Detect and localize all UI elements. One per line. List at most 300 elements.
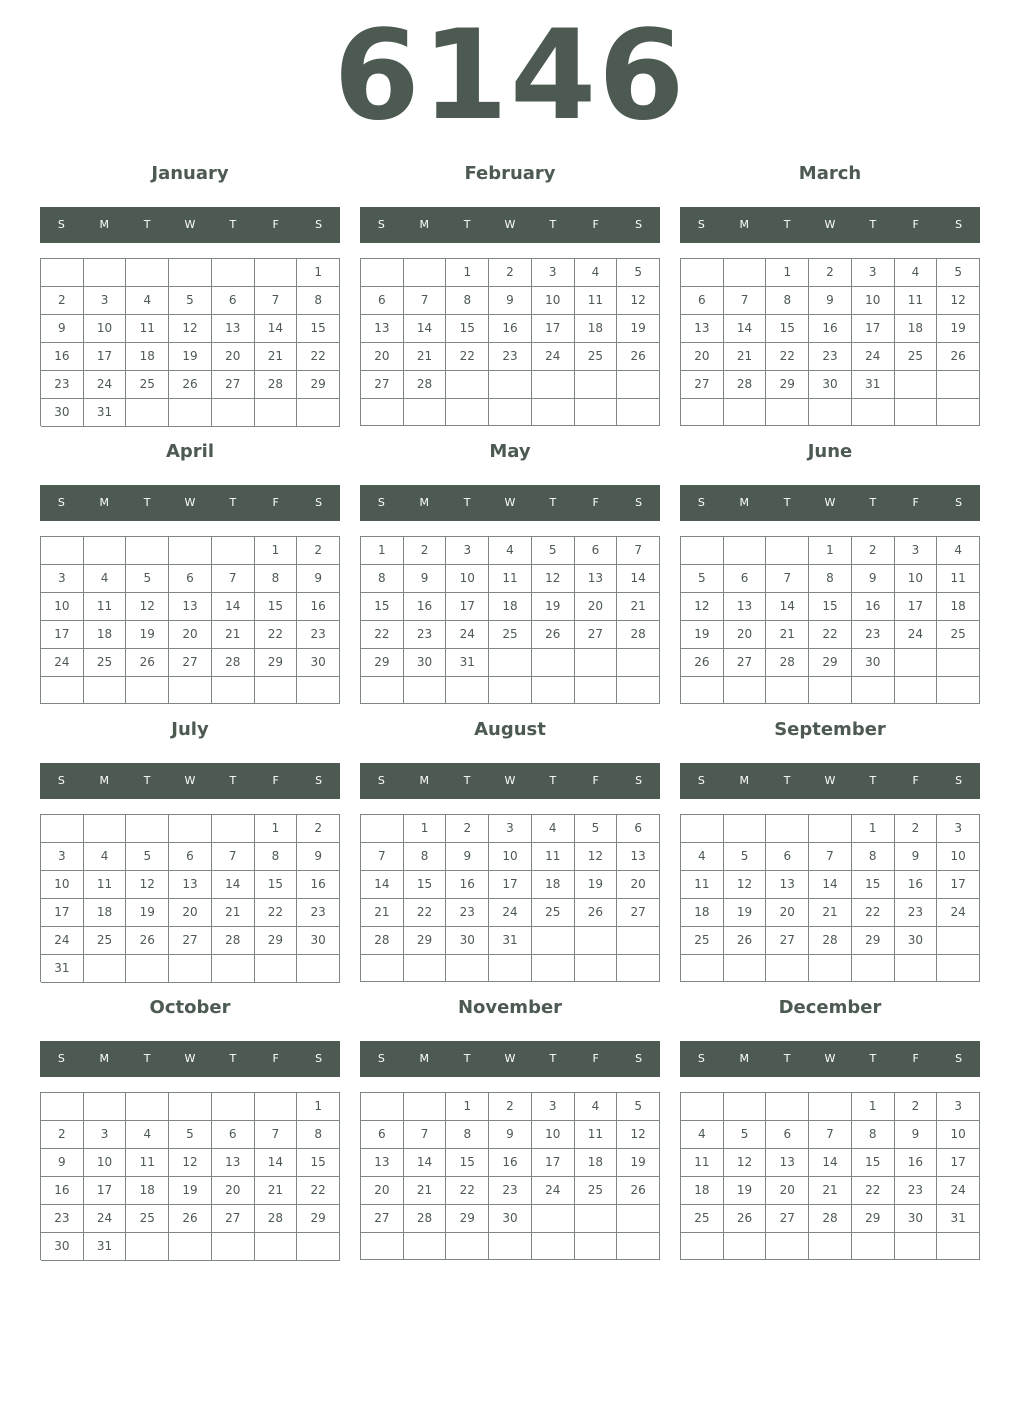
day-cell: 19 bbox=[126, 899, 169, 927]
day-cell: 13 bbox=[169, 871, 212, 899]
day-cell: 20 bbox=[681, 343, 724, 371]
day-cell: 21 bbox=[809, 899, 852, 927]
day-cell: 27 bbox=[766, 927, 809, 955]
weekday-header bbox=[360, 485, 660, 521]
day-cell: 15 bbox=[852, 1149, 895, 1177]
weekday-label: M bbox=[739, 1052, 750, 1065]
day-cell: 19 bbox=[937, 315, 980, 343]
day-cell: 23 bbox=[852, 621, 895, 649]
day-cell: 9 bbox=[41, 315, 84, 343]
weekday-label: T bbox=[229, 496, 237, 509]
day-cell: 4 bbox=[84, 565, 127, 593]
day-grid bbox=[40, 258, 340, 426]
day-cell bbox=[297, 399, 340, 427]
day-cell: 2 bbox=[489, 259, 532, 287]
month-name: October bbox=[149, 997, 231, 1018]
day-cell bbox=[937, 927, 980, 955]
day-cell: 1 bbox=[852, 1093, 895, 1121]
day-cell bbox=[575, 677, 618, 704]
day-cell: 14 bbox=[212, 871, 255, 899]
day-cell: 15 bbox=[361, 593, 404, 621]
day-cell: 21 bbox=[404, 1177, 447, 1205]
day-cell: 12 bbox=[937, 287, 980, 315]
day-cell: 20 bbox=[575, 593, 618, 621]
weekday-label: F bbox=[912, 774, 919, 787]
day-cell: 16 bbox=[489, 315, 532, 343]
day-cell: 19 bbox=[681, 621, 724, 649]
day-cell bbox=[126, 399, 169, 427]
day-cell: 30 bbox=[404, 649, 447, 677]
day-cell: 30 bbox=[895, 927, 938, 955]
day-cell bbox=[489, 399, 532, 426]
weekday-label: S bbox=[377, 774, 385, 787]
day-cell: 9 bbox=[895, 843, 938, 871]
day-cell: 25 bbox=[575, 1177, 618, 1205]
day-cell bbox=[84, 259, 127, 287]
day-cell: 14 bbox=[212, 593, 255, 621]
day-cell: 17 bbox=[937, 1149, 980, 1177]
day-cell: 10 bbox=[41, 593, 84, 621]
day-cell: 29 bbox=[255, 649, 298, 677]
day-cell: 24 bbox=[84, 1205, 127, 1233]
weekday-label: S bbox=[955, 774, 963, 787]
day-cell: 2 bbox=[41, 1121, 84, 1149]
weekday-label: M bbox=[99, 1052, 110, 1065]
day-cell: 18 bbox=[126, 343, 169, 371]
weekday-label: W bbox=[184, 774, 196, 787]
day-cell bbox=[937, 677, 980, 704]
weekday-label: T bbox=[869, 218, 877, 231]
weekday-label: T bbox=[869, 774, 877, 787]
day-cell: 25 bbox=[895, 343, 938, 371]
day-cell: 8 bbox=[361, 565, 404, 593]
day-cell: 31 bbox=[84, 399, 127, 427]
day-cell: 23 bbox=[489, 1177, 532, 1205]
day-cell bbox=[681, 537, 724, 565]
day-cell: 23 bbox=[895, 899, 938, 927]
weekday-label: S bbox=[697, 218, 705, 231]
day-cell: 29 bbox=[361, 649, 404, 677]
day-cell bbox=[212, 955, 255, 983]
day-cell: 1 bbox=[809, 537, 852, 565]
day-cell: 10 bbox=[937, 843, 980, 871]
day-cell: 4 bbox=[937, 537, 980, 565]
day-cell: 12 bbox=[617, 287, 660, 315]
day-cell bbox=[361, 399, 404, 426]
weekday-label: S bbox=[955, 218, 963, 231]
weekday-label: M bbox=[739, 496, 750, 509]
day-cell: 6 bbox=[361, 1121, 404, 1149]
day-cell bbox=[895, 649, 938, 677]
day-cell: 27 bbox=[361, 1205, 404, 1233]
weekday-header bbox=[360, 1041, 660, 1077]
day-cell: 16 bbox=[852, 593, 895, 621]
day-cell bbox=[766, 1093, 809, 1121]
day-cell: 6 bbox=[169, 565, 212, 593]
weekday-label: W bbox=[504, 218, 516, 231]
day-cell: 4 bbox=[681, 843, 724, 871]
day-cell: 12 bbox=[532, 565, 575, 593]
day-cell: 26 bbox=[169, 1205, 212, 1233]
day-cell bbox=[575, 399, 618, 426]
day-cell: 13 bbox=[575, 565, 618, 593]
day-cell: 2 bbox=[297, 815, 340, 843]
day-cell: 21 bbox=[361, 899, 404, 927]
month-name: April bbox=[165, 441, 215, 462]
day-cell: 24 bbox=[41, 649, 84, 677]
day-cell bbox=[126, 259, 169, 287]
day-cell bbox=[724, 537, 767, 565]
day-cell bbox=[617, 1205, 660, 1233]
day-cell bbox=[361, 1093, 404, 1121]
day-cell bbox=[681, 677, 724, 704]
weekday-label: S bbox=[315, 496, 323, 509]
weekday-label: W bbox=[824, 218, 836, 231]
day-cell: 8 bbox=[404, 843, 447, 871]
day-cell bbox=[212, 1233, 255, 1261]
day-cell bbox=[212, 259, 255, 287]
day-cell: 11 bbox=[575, 1121, 618, 1149]
day-cell: 8 bbox=[446, 1121, 489, 1149]
month-name: July bbox=[171, 719, 209, 740]
day-cell bbox=[681, 399, 724, 426]
day-cell: 28 bbox=[255, 1205, 298, 1233]
weekday-label: M bbox=[419, 774, 430, 787]
day-cell: 10 bbox=[852, 287, 895, 315]
day-cell bbox=[895, 677, 938, 704]
day-cell: 13 bbox=[681, 315, 724, 343]
day-cell: 1 bbox=[255, 815, 298, 843]
day-cell: 14 bbox=[617, 565, 660, 593]
weekday-label: S bbox=[697, 1052, 705, 1065]
day-cell bbox=[169, 677, 212, 704]
day-cell bbox=[126, 1233, 169, 1261]
day-cell: 3 bbox=[446, 537, 489, 565]
day-cell bbox=[766, 815, 809, 843]
day-cell: 7 bbox=[212, 843, 255, 871]
day-cell: 14 bbox=[404, 315, 447, 343]
weekday-label: T bbox=[549, 496, 557, 509]
day-cell: 29 bbox=[852, 1205, 895, 1233]
weekday-label: S bbox=[635, 218, 643, 231]
weekday-label: T bbox=[229, 218, 237, 231]
day-cell: 28 bbox=[212, 649, 255, 677]
day-cell bbox=[169, 399, 212, 427]
day-grid bbox=[360, 1092, 660, 1260]
day-cell: 13 bbox=[212, 315, 255, 343]
day-cell: 2 bbox=[852, 537, 895, 565]
day-cell bbox=[681, 815, 724, 843]
day-cell: 7 bbox=[255, 287, 298, 315]
day-cell bbox=[41, 537, 84, 565]
day-cell bbox=[169, 1093, 212, 1121]
day-cell: 15 bbox=[852, 871, 895, 899]
day-cell: 3 bbox=[532, 259, 575, 287]
day-cell: 12 bbox=[724, 1149, 767, 1177]
day-cell bbox=[446, 399, 489, 426]
day-cell: 15 bbox=[255, 593, 298, 621]
day-cell: 23 bbox=[41, 371, 84, 399]
day-cell: 5 bbox=[937, 259, 980, 287]
weekday-label: S bbox=[635, 774, 643, 787]
day-grid bbox=[40, 1092, 340, 1260]
day-cell: 25 bbox=[681, 927, 724, 955]
day-cell bbox=[84, 1093, 127, 1121]
month-name: November bbox=[457, 997, 563, 1018]
day-cell: 5 bbox=[724, 843, 767, 871]
day-cell: 14 bbox=[809, 1149, 852, 1177]
day-cell: 21 bbox=[212, 621, 255, 649]
day-cell bbox=[617, 1233, 660, 1260]
day-cell: 5 bbox=[681, 565, 724, 593]
day-cell: 12 bbox=[617, 1121, 660, 1149]
weekday-label: W bbox=[504, 1052, 516, 1065]
day-cell bbox=[724, 815, 767, 843]
day-cell bbox=[404, 399, 447, 426]
day-cell: 16 bbox=[404, 593, 447, 621]
day-cell: 7 bbox=[809, 843, 852, 871]
day-cell: 15 bbox=[446, 1149, 489, 1177]
weekday-label: S bbox=[377, 496, 385, 509]
day-cell: 16 bbox=[809, 315, 852, 343]
day-cell: 5 bbox=[617, 1093, 660, 1121]
month-name: June bbox=[807, 441, 853, 462]
day-cell bbox=[532, 649, 575, 677]
day-cell bbox=[446, 1233, 489, 1260]
day-cell: 11 bbox=[126, 1149, 169, 1177]
day-cell: 9 bbox=[41, 1149, 84, 1177]
weekday-label: F bbox=[272, 496, 279, 509]
day-cell bbox=[617, 927, 660, 955]
day-cell bbox=[489, 955, 532, 982]
day-cell: 20 bbox=[724, 621, 767, 649]
weekday-label: S bbox=[57, 218, 65, 231]
day-cell: 7 bbox=[255, 1121, 298, 1149]
weekday-label: T bbox=[783, 496, 791, 509]
day-cell: 5 bbox=[169, 1121, 212, 1149]
day-cell: 8 bbox=[809, 565, 852, 593]
weekday-label: S bbox=[315, 218, 323, 231]
day-cell: 30 bbox=[446, 927, 489, 955]
day-cell: 11 bbox=[937, 565, 980, 593]
day-cell bbox=[575, 371, 618, 399]
weekday-label: F bbox=[272, 218, 279, 231]
day-cell: 13 bbox=[766, 871, 809, 899]
day-cell bbox=[404, 1233, 447, 1260]
day-cell bbox=[361, 815, 404, 843]
day-cell: 24 bbox=[489, 899, 532, 927]
day-cell bbox=[895, 955, 938, 982]
day-cell: 9 bbox=[404, 565, 447, 593]
day-cell: 9 bbox=[446, 843, 489, 871]
day-cell bbox=[489, 1233, 532, 1260]
day-cell bbox=[681, 1093, 724, 1121]
day-cell: 31 bbox=[852, 371, 895, 399]
day-cell: 9 bbox=[895, 1121, 938, 1149]
day-cell: 10 bbox=[41, 871, 84, 899]
day-cell bbox=[809, 1093, 852, 1121]
day-cell: 22 bbox=[361, 621, 404, 649]
day-cell: 11 bbox=[532, 843, 575, 871]
day-cell: 15 bbox=[446, 315, 489, 343]
day-cell: 12 bbox=[126, 593, 169, 621]
weekday-label: S bbox=[315, 774, 323, 787]
day-cell: 26 bbox=[575, 899, 618, 927]
day-cell bbox=[895, 1233, 938, 1260]
day-cell: 12 bbox=[724, 871, 767, 899]
day-cell: 25 bbox=[532, 899, 575, 927]
day-cell: 12 bbox=[169, 1149, 212, 1177]
weekday-label: S bbox=[697, 496, 705, 509]
day-cell: 3 bbox=[937, 1093, 980, 1121]
day-cell: 26 bbox=[724, 927, 767, 955]
day-cell bbox=[681, 1233, 724, 1260]
day-cell: 14 bbox=[766, 593, 809, 621]
weekday-label: T bbox=[229, 1052, 237, 1065]
day-cell: 4 bbox=[532, 815, 575, 843]
day-cell: 13 bbox=[361, 1149, 404, 1177]
weekday-label: F bbox=[592, 218, 599, 231]
day-cell: 17 bbox=[41, 621, 84, 649]
weekday-label: W bbox=[504, 496, 516, 509]
day-cell: 14 bbox=[255, 1149, 298, 1177]
day-cell bbox=[212, 815, 255, 843]
day-cell bbox=[766, 955, 809, 982]
day-cell: 25 bbox=[84, 927, 127, 955]
day-cell bbox=[575, 955, 618, 982]
day-cell: 11 bbox=[489, 565, 532, 593]
day-cell bbox=[575, 927, 618, 955]
day-cell: 24 bbox=[446, 621, 489, 649]
day-cell: 10 bbox=[84, 315, 127, 343]
month-name: December bbox=[778, 997, 882, 1018]
day-cell: 8 bbox=[297, 287, 340, 315]
day-grid bbox=[680, 1092, 980, 1260]
weekday-header bbox=[40, 1041, 340, 1077]
day-cell: 8 bbox=[446, 287, 489, 315]
day-cell: 4 bbox=[681, 1121, 724, 1149]
weekday-label: S bbox=[57, 1052, 65, 1065]
weekday-label: F bbox=[912, 218, 919, 231]
weekday-label: T bbox=[783, 218, 791, 231]
day-cell: 28 bbox=[255, 371, 298, 399]
day-cell: 3 bbox=[84, 1121, 127, 1149]
day-cell: 17 bbox=[446, 593, 489, 621]
day-cell: 19 bbox=[724, 1177, 767, 1205]
day-cell bbox=[532, 371, 575, 399]
day-cell: 28 bbox=[404, 371, 447, 399]
day-cell: 26 bbox=[126, 927, 169, 955]
day-cell bbox=[212, 399, 255, 427]
day-cell: 6 bbox=[212, 287, 255, 315]
day-cell: 8 bbox=[297, 1121, 340, 1149]
day-cell: 13 bbox=[617, 843, 660, 871]
day-cell: 23 bbox=[895, 1177, 938, 1205]
day-cell: 18 bbox=[84, 899, 127, 927]
weekday-header bbox=[680, 1041, 980, 1077]
weekday-label: S bbox=[955, 496, 963, 509]
day-cell bbox=[446, 955, 489, 982]
weekday-label: S bbox=[57, 496, 65, 509]
day-cell bbox=[809, 1233, 852, 1260]
day-cell bbox=[84, 815, 127, 843]
day-cell: 8 bbox=[766, 287, 809, 315]
weekday-label: F bbox=[592, 496, 599, 509]
day-cell: 28 bbox=[809, 1205, 852, 1233]
day-cell: 22 bbox=[446, 343, 489, 371]
day-cell bbox=[575, 649, 618, 677]
weekday-label: T bbox=[143, 1052, 151, 1065]
day-cell: 14 bbox=[361, 871, 404, 899]
day-cell: 13 bbox=[361, 315, 404, 343]
day-cell bbox=[809, 955, 852, 982]
day-cell bbox=[617, 955, 660, 982]
weekday-label: S bbox=[377, 1052, 385, 1065]
day-cell: 1 bbox=[297, 259, 340, 287]
day-cell: 27 bbox=[212, 371, 255, 399]
day-cell: 18 bbox=[532, 871, 575, 899]
weekday-label: W bbox=[184, 1052, 196, 1065]
day-cell: 2 bbox=[895, 815, 938, 843]
day-grid bbox=[40, 536, 340, 704]
day-cell: 21 bbox=[212, 899, 255, 927]
day-cell: 24 bbox=[84, 371, 127, 399]
day-cell bbox=[766, 677, 809, 704]
day-cell bbox=[255, 1233, 298, 1261]
day-cell: 12 bbox=[169, 315, 212, 343]
day-cell: 16 bbox=[41, 1177, 84, 1205]
weekday-label: T bbox=[143, 496, 151, 509]
day-cell: 24 bbox=[852, 343, 895, 371]
day-cell: 21 bbox=[766, 621, 809, 649]
day-cell: 9 bbox=[297, 843, 340, 871]
day-cell: 2 bbox=[895, 1093, 938, 1121]
day-cell: 23 bbox=[41, 1205, 84, 1233]
day-cell: 10 bbox=[937, 1121, 980, 1149]
day-cell bbox=[489, 371, 532, 399]
day-cell bbox=[41, 259, 84, 287]
day-cell: 15 bbox=[404, 871, 447, 899]
day-cell: 7 bbox=[212, 565, 255, 593]
day-cell bbox=[489, 649, 532, 677]
day-cell: 29 bbox=[255, 927, 298, 955]
day-cell: 18 bbox=[575, 1149, 618, 1177]
month-name: February bbox=[464, 163, 556, 184]
day-cell bbox=[809, 677, 852, 704]
day-cell: 30 bbox=[895, 1205, 938, 1233]
day-cell: 21 bbox=[724, 343, 767, 371]
day-cell: 18 bbox=[84, 621, 127, 649]
day-cell: 8 bbox=[255, 843, 298, 871]
day-cell bbox=[169, 1233, 212, 1261]
day-cell: 5 bbox=[169, 287, 212, 315]
day-cell bbox=[255, 955, 298, 983]
day-cell: 6 bbox=[766, 843, 809, 871]
day-cell bbox=[532, 677, 575, 704]
day-cell: 9 bbox=[852, 565, 895, 593]
month-name: January bbox=[151, 163, 229, 184]
day-cell: 6 bbox=[617, 815, 660, 843]
day-cell bbox=[255, 259, 298, 287]
day-cell: 15 bbox=[297, 1149, 340, 1177]
day-cell bbox=[532, 927, 575, 955]
weekday-label: M bbox=[99, 774, 110, 787]
day-cell bbox=[361, 677, 404, 704]
day-cell: 29 bbox=[297, 1205, 340, 1233]
day-cell: 1 bbox=[766, 259, 809, 287]
day-cell: 3 bbox=[895, 537, 938, 565]
day-cell: 22 bbox=[852, 1177, 895, 1205]
